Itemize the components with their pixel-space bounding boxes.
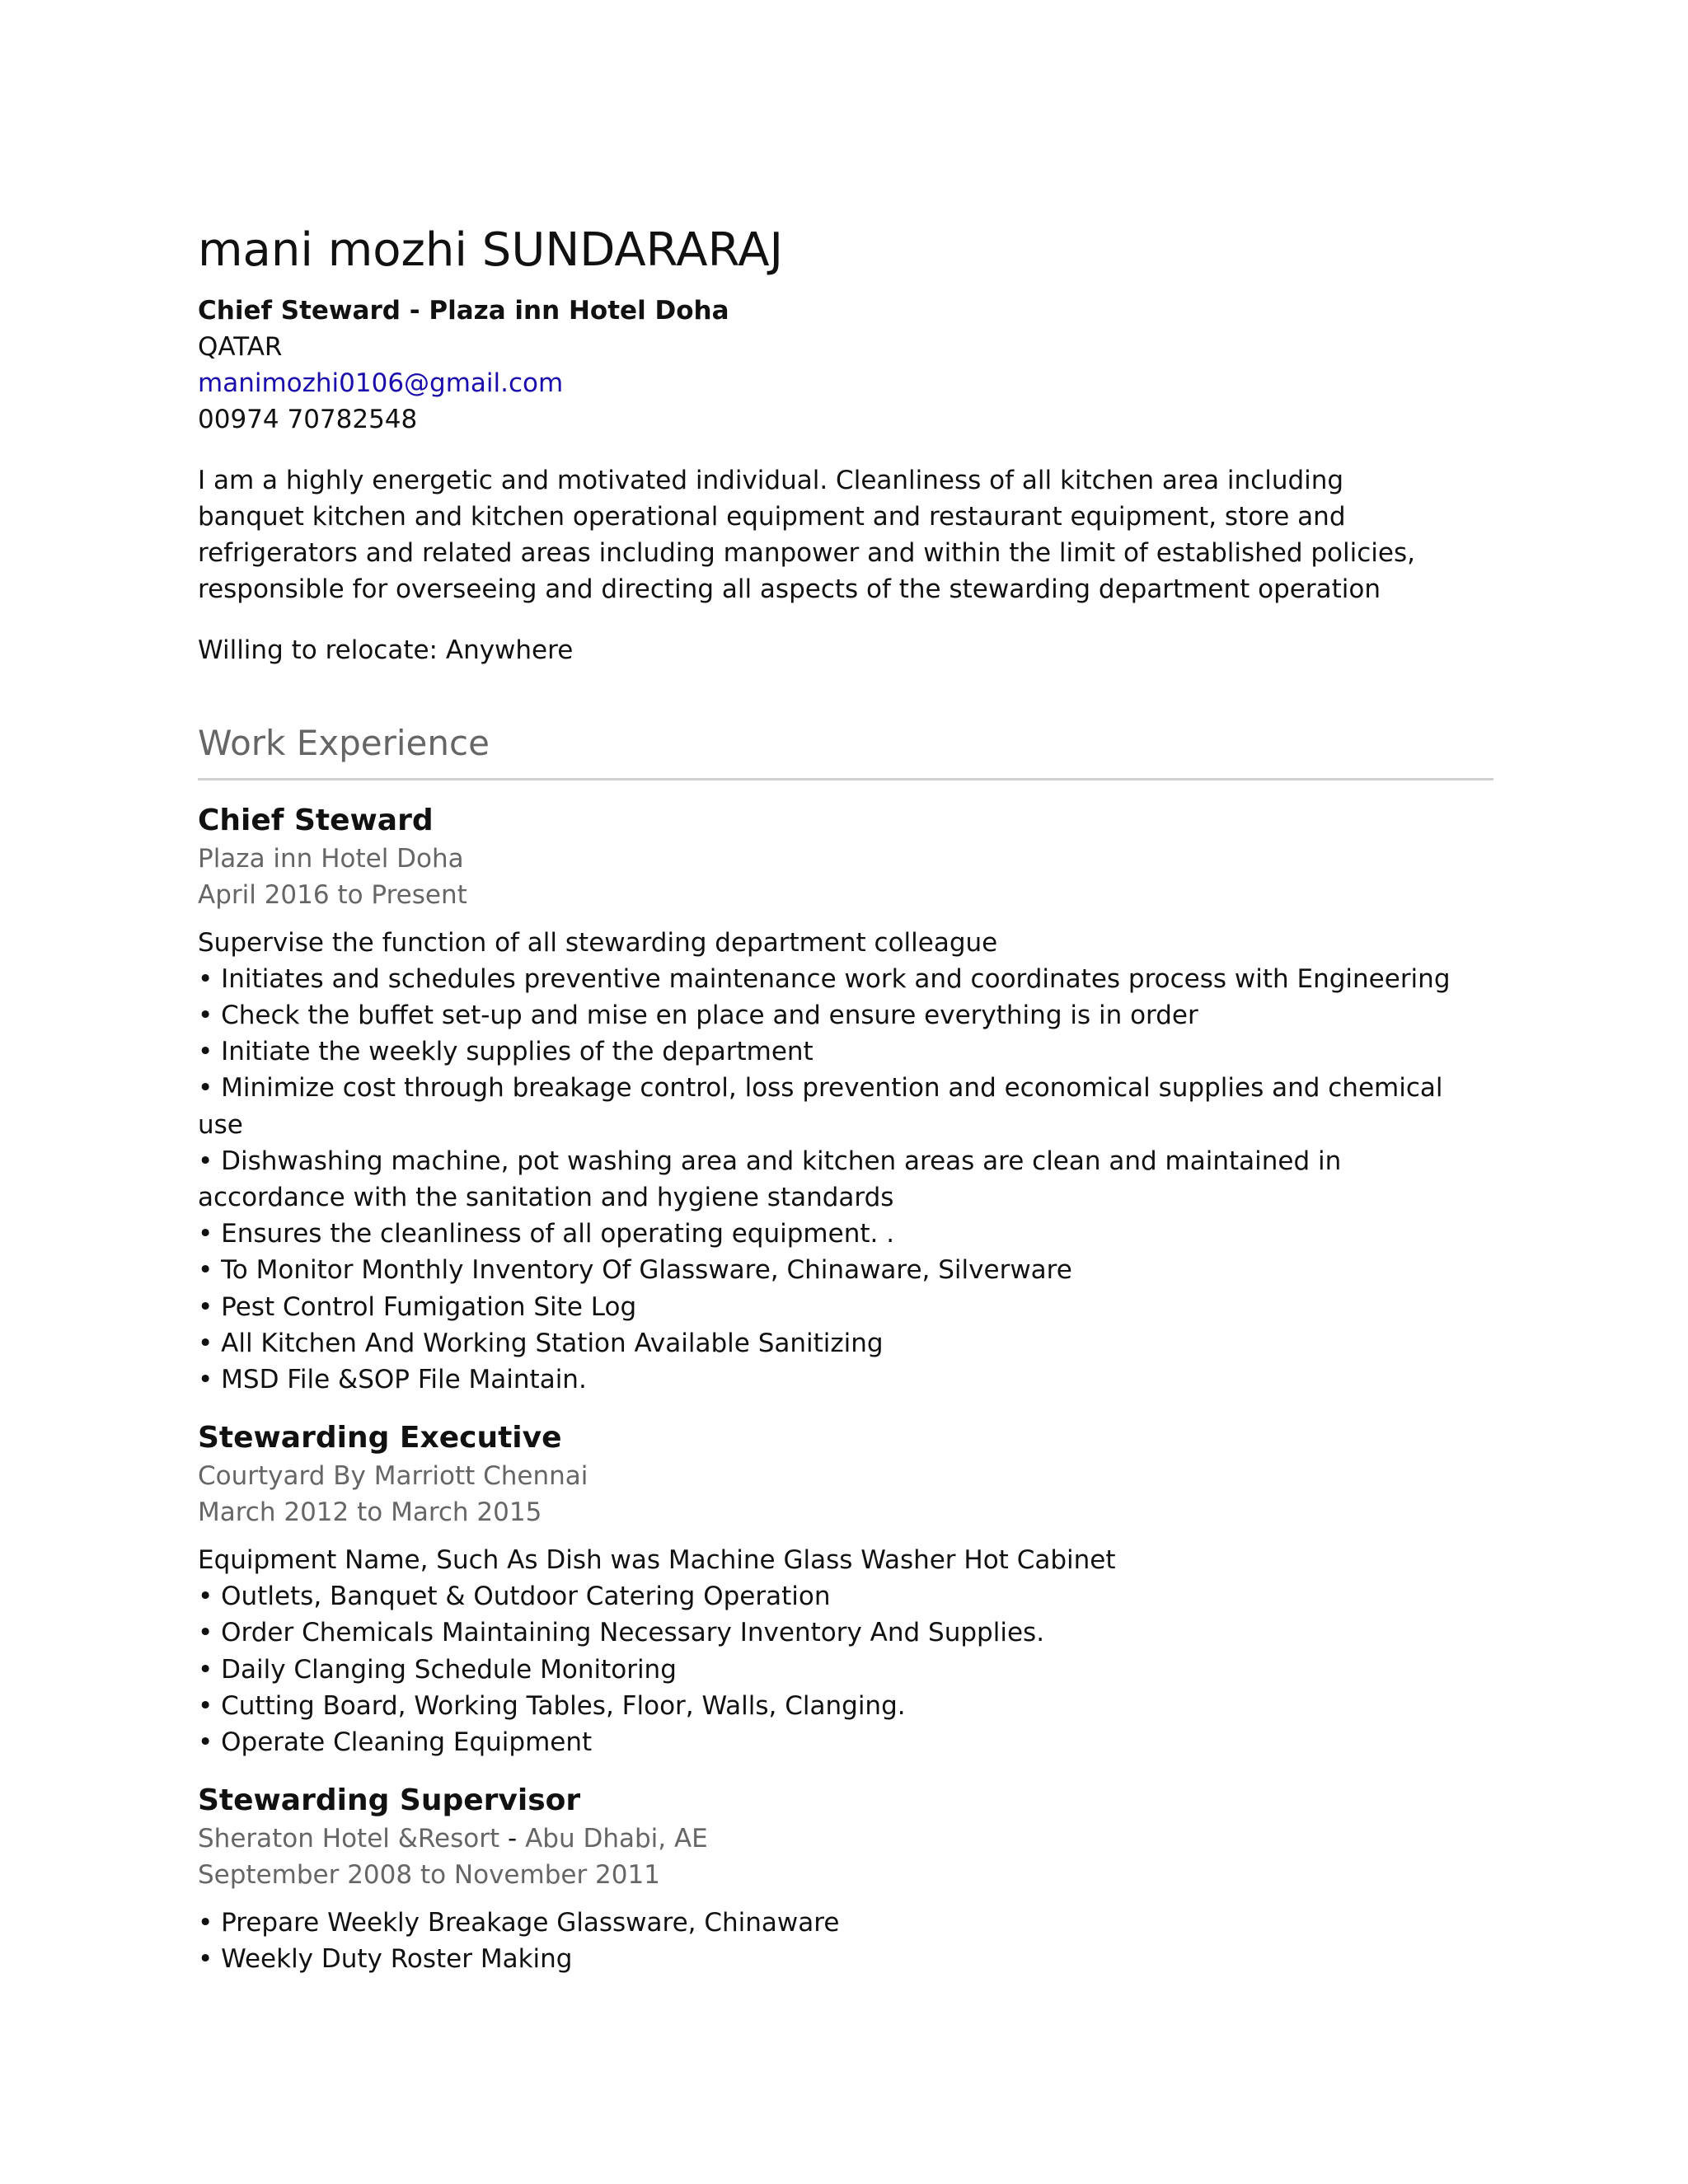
summary-paragraph: I am a highly energetic and motivated individual. Cleanliness of all kitchen area including banquet kitchen and kitchen operational equipment and restaurant equipment, store and refrigerators and related areas including manpower and within the limit of established policies, responsible for overseeing and directing all aspects of the stewarding department operation — [198, 466, 1415, 605]
job-description-line: • To Monitor Monthly Inventory Of Glassware, Chinaware, Silverware — [198, 1255, 1072, 1286]
job-location-separator: - — [508, 1824, 526, 1854]
job-description-line: • All Kitchen And Working Station Available Sanitizing — [198, 1328, 884, 1358]
job-description-line: • Cutting Board, Working Tables, Floor, Walls, Clanging. — [198, 1690, 906, 1721]
job-title: Stewarding Supervisor — [198, 1783, 581, 1818]
job-description-line: • Weekly Duty Roster Making — [198, 1944, 573, 1975]
job-description — [198, 1542, 1493, 1760]
job-dates: April 2016 to Present — [198, 879, 467, 910]
job-description-line: Supervise the function of all stewarding department colleague — [198, 927, 998, 958]
job-entry — [198, 802, 1493, 1398]
candidate-location: QATAR — [198, 332, 283, 363]
job-dates: March 2012 to March 2015 — [198, 1497, 542, 1528]
job-description-line: • Initiate the weekly supplies of the department — [198, 1037, 814, 1067]
section-title-work-experience: Work Experience — [198, 721, 1493, 780]
job-location: Abu Dhabi, AE — [525, 1824, 708, 1854]
job-description — [198, 1905, 1493, 1977]
job-company-name: Sheraton Hotel &Resort — [198, 1824, 500, 1854]
job-entry — [198, 1782, 1493, 1977]
job-description-line: • MSD File &SOP File Maintain. — [198, 1365, 587, 1395]
job-description-line: • Pest Control Fumigation Site Log — [198, 1291, 637, 1322]
job-title: Chief Steward — [198, 803, 434, 837]
email-link[interactable]: manimozhi0106@gmail.com — [198, 368, 564, 399]
job-description-line: • Initiates and schedules preventive maintenance work and coordinates process with Engineering — [198, 963, 1451, 994]
job-company — [198, 841, 1493, 877]
job-description-line: • Outlets, Banquet & Outdoor Catering Operation — [198, 1582, 831, 1612]
job-entry — [198, 1419, 1493, 1760]
job-title: Stewarding Executive — [198, 1421, 562, 1455]
job-dates: September 2008 to November 2011 — [198, 1860, 660, 1891]
job-company-name: Plaza inn Hotel Doha — [198, 843, 464, 874]
job-description-line: • Order Chemicals Maintaining Necessary Inventory And Supplies. — [198, 1618, 1045, 1648]
relocation-preference: Willing to relocate: Anywhere — [198, 635, 574, 666]
job-description-line: • Ensures the cleanliness of all operating equipment. . — [198, 1219, 895, 1249]
candidate-headline: Chief Steward - Plaza inn Hotel Doha — [198, 296, 729, 326]
job-description-line: Equipment Name, Such As Dish was Machine Glass Washer Hot Cabinet — [198, 1545, 1116, 1576]
job-description-line: • Dishwashing machine, pot washing area and kitchen areas are clean and maintained in accordance with the sanitation and hygiene standards — [198, 1146, 1342, 1212]
job-description-line: • Prepare Weekly Breakage Glassware, Chinaware — [198, 1908, 840, 1938]
job-description — [198, 925, 1493, 1399]
candidate-phone: 00974 70782548 — [198, 405, 418, 435]
job-description-line: • Operate Cleaning Equipment — [198, 1727, 593, 1758]
job-company — [198, 1821, 1493, 1857]
job-company-name: Courtyard By Marriott Chennai — [198, 1461, 588, 1492]
job-description-line: • Daily Clanging Schedule Monitoring — [198, 1654, 677, 1685]
candidate-name: mani mozhi SUNDARARAJ — [198, 223, 784, 277]
work-experience-list — [198, 802, 1493, 1978]
job-description-line: • Check the buffet set-up and mise en place and ensure everything is in order — [198, 1000, 1198, 1030]
job-company — [198, 1458, 1493, 1494]
job-description-line: • Minimize cost through breakage control, loss prevention and economical supplies and chemical use — [198, 1073, 1443, 1140]
candidate-email-row — [198, 365, 1493, 401]
resume-page — [198, 223, 1493, 1977]
